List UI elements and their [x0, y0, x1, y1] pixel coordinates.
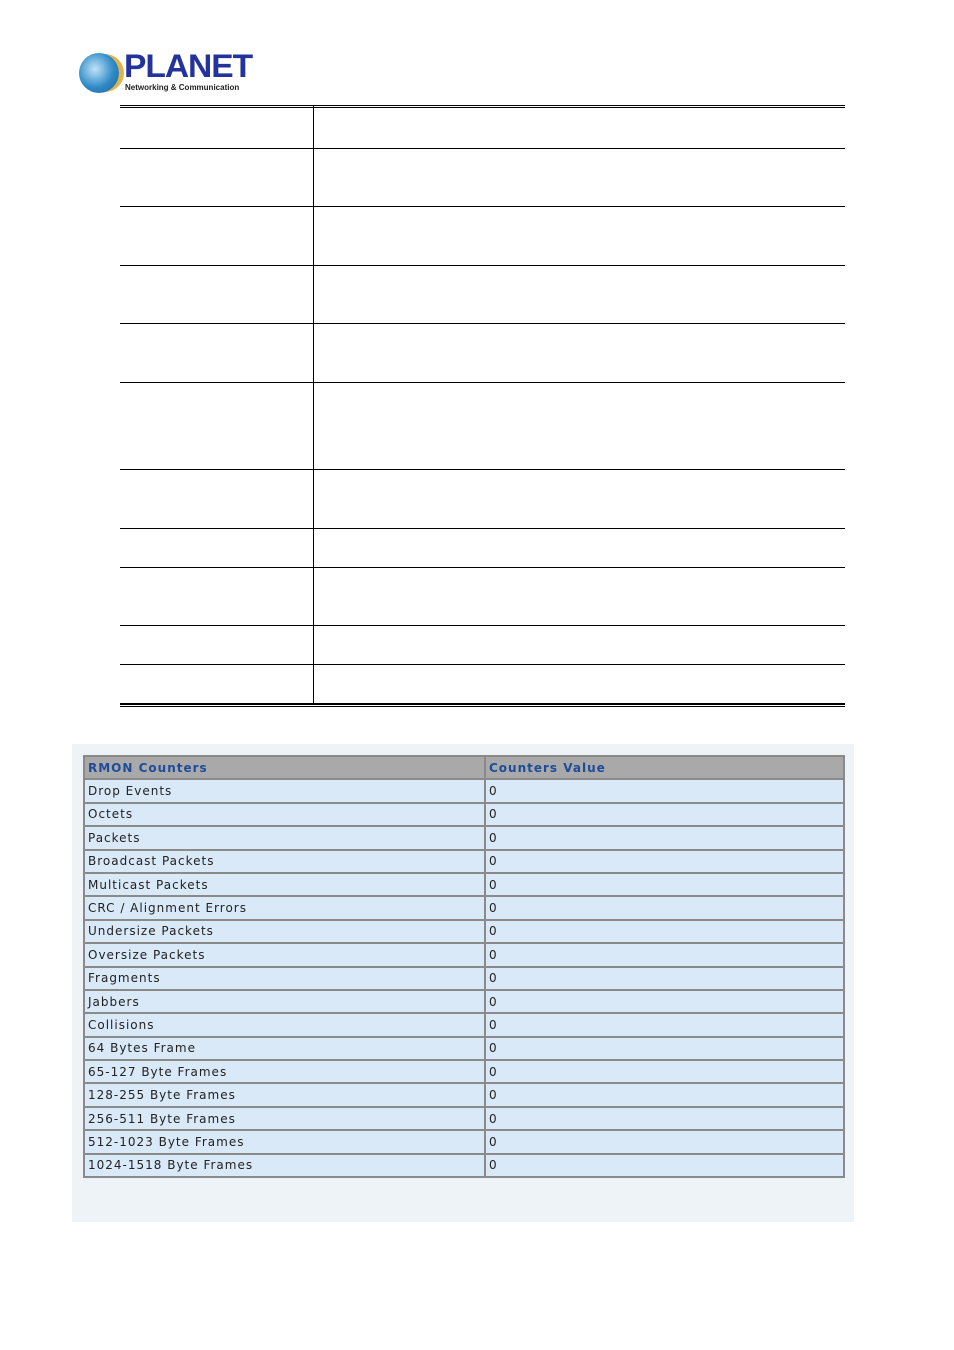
- counter-name: Broadcast Packets: [84, 850, 485, 873]
- rmon-counters-table: [83, 755, 845, 1178]
- counter-name: Octets: [84, 803, 485, 826]
- counter-value: 0: [485, 920, 844, 943]
- table-row: [120, 625, 845, 664]
- counter-name: 256-511 Byte Frames: [84, 1107, 485, 1130]
- table-row: [84, 920, 844, 943]
- counter-value: 0: [485, 1107, 844, 1130]
- logo-brand: PLANET: [124, 48, 253, 84]
- counter-value: 0: [485, 1154, 844, 1177]
- counter-value: 0: [485, 873, 844, 896]
- description-cell: [314, 664, 846, 703]
- counter-name: CRC / Alignment Errors: [84, 896, 485, 919]
- table-row: [84, 1013, 844, 1036]
- table-row: [84, 1083, 844, 1106]
- counter-value: 0: [485, 990, 844, 1013]
- counter-value: 0: [485, 850, 844, 873]
- globe-icon: [79, 53, 119, 93]
- table-row: [84, 826, 844, 849]
- planet-logo: [79, 48, 253, 96]
- table-row: [84, 873, 844, 896]
- table-row: [84, 1037, 844, 1060]
- description-cell: [314, 625, 846, 664]
- description-cell: [314, 323, 846, 382]
- description-cell: [314, 469, 846, 528]
- header-rmon-counters: RMON Counters: [84, 756, 485, 779]
- parameter-cell: [120, 382, 314, 469]
- header-counters-value: Counters Value: [485, 756, 844, 779]
- counter-name: Jabbers: [84, 990, 485, 1013]
- counter-value: 0: [485, 1130, 844, 1153]
- table-row: [84, 943, 844, 966]
- parameter-cell: [120, 469, 314, 528]
- parameter-cell: [120, 567, 314, 625]
- table-row: [120, 206, 845, 265]
- counter-value: 0: [485, 1060, 844, 1083]
- description-cell: [314, 148, 846, 206]
- table-row: [84, 896, 844, 919]
- counter-name: 512-1023 Byte Frames: [84, 1130, 485, 1153]
- table-row: [120, 567, 845, 625]
- table-row: [120, 528, 845, 567]
- parameter-cell: [120, 148, 314, 206]
- counter-value: 0: [485, 1083, 844, 1106]
- parameter-cell: [120, 528, 314, 567]
- parameter-cell: [120, 106, 314, 148]
- parameter-cell: [120, 664, 314, 703]
- counter-name: Undersize Packets: [84, 920, 485, 943]
- description-cell: [314, 567, 846, 625]
- table-row: [120, 469, 845, 528]
- counter-value: 0: [485, 779, 844, 802]
- description-cell: [314, 206, 846, 265]
- counter-name: 64 Bytes Frame: [84, 1037, 485, 1060]
- parameter-cell: [120, 265, 314, 323]
- header-row: [84, 756, 844, 779]
- parameter-cell: [120, 206, 314, 265]
- table-row: [84, 967, 844, 990]
- counter-value: 0: [485, 967, 844, 990]
- counter-name: Packets: [84, 826, 485, 849]
- counter-name: Collisions: [84, 1013, 485, 1036]
- table-bottom-rule: [120, 704, 845, 707]
- table-row: [120, 148, 845, 206]
- counter-name: 65-127 Byte Frames: [84, 1060, 485, 1083]
- description-cell: [314, 265, 846, 323]
- table-row: [84, 850, 844, 873]
- table-row: [84, 990, 844, 1013]
- table-row: [120, 664, 845, 703]
- counter-value: 0: [485, 943, 844, 966]
- counter-name: 1024-1518 Byte Frames: [84, 1154, 485, 1177]
- parameter-cell: [120, 625, 314, 664]
- table-row: [84, 1107, 844, 1130]
- table-row: [120, 382, 845, 469]
- counter-value: 0: [485, 896, 844, 919]
- counter-name: Multicast Packets: [84, 873, 485, 896]
- table-row: [84, 803, 844, 826]
- description-cell: [314, 106, 846, 148]
- description-table: [120, 106, 845, 704]
- table-row: [84, 1130, 844, 1153]
- counter-value: 0: [485, 826, 844, 849]
- counter-name: 128-255 Byte Frames: [84, 1083, 485, 1106]
- table-row: [120, 265, 845, 323]
- description-cell: [314, 528, 846, 567]
- parameter-cell: [120, 323, 314, 382]
- counter-name: Oversize Packets: [84, 943, 485, 966]
- rmon-panel: [72, 744, 854, 1222]
- table-row: [84, 779, 844, 802]
- counter-value: 0: [485, 1037, 844, 1060]
- table-row: [84, 1154, 844, 1177]
- table-row: [120, 106, 845, 148]
- counter-name: Drop Events: [84, 779, 485, 802]
- counter-name: Fragments: [84, 967, 485, 990]
- table-row: [120, 323, 845, 382]
- counter-value: 0: [485, 1013, 844, 1036]
- logo-tagline: Networking & Communication: [125, 83, 240, 92]
- counter-value: 0: [485, 803, 844, 826]
- table-row: [84, 1060, 844, 1083]
- description-cell: [314, 382, 846, 469]
